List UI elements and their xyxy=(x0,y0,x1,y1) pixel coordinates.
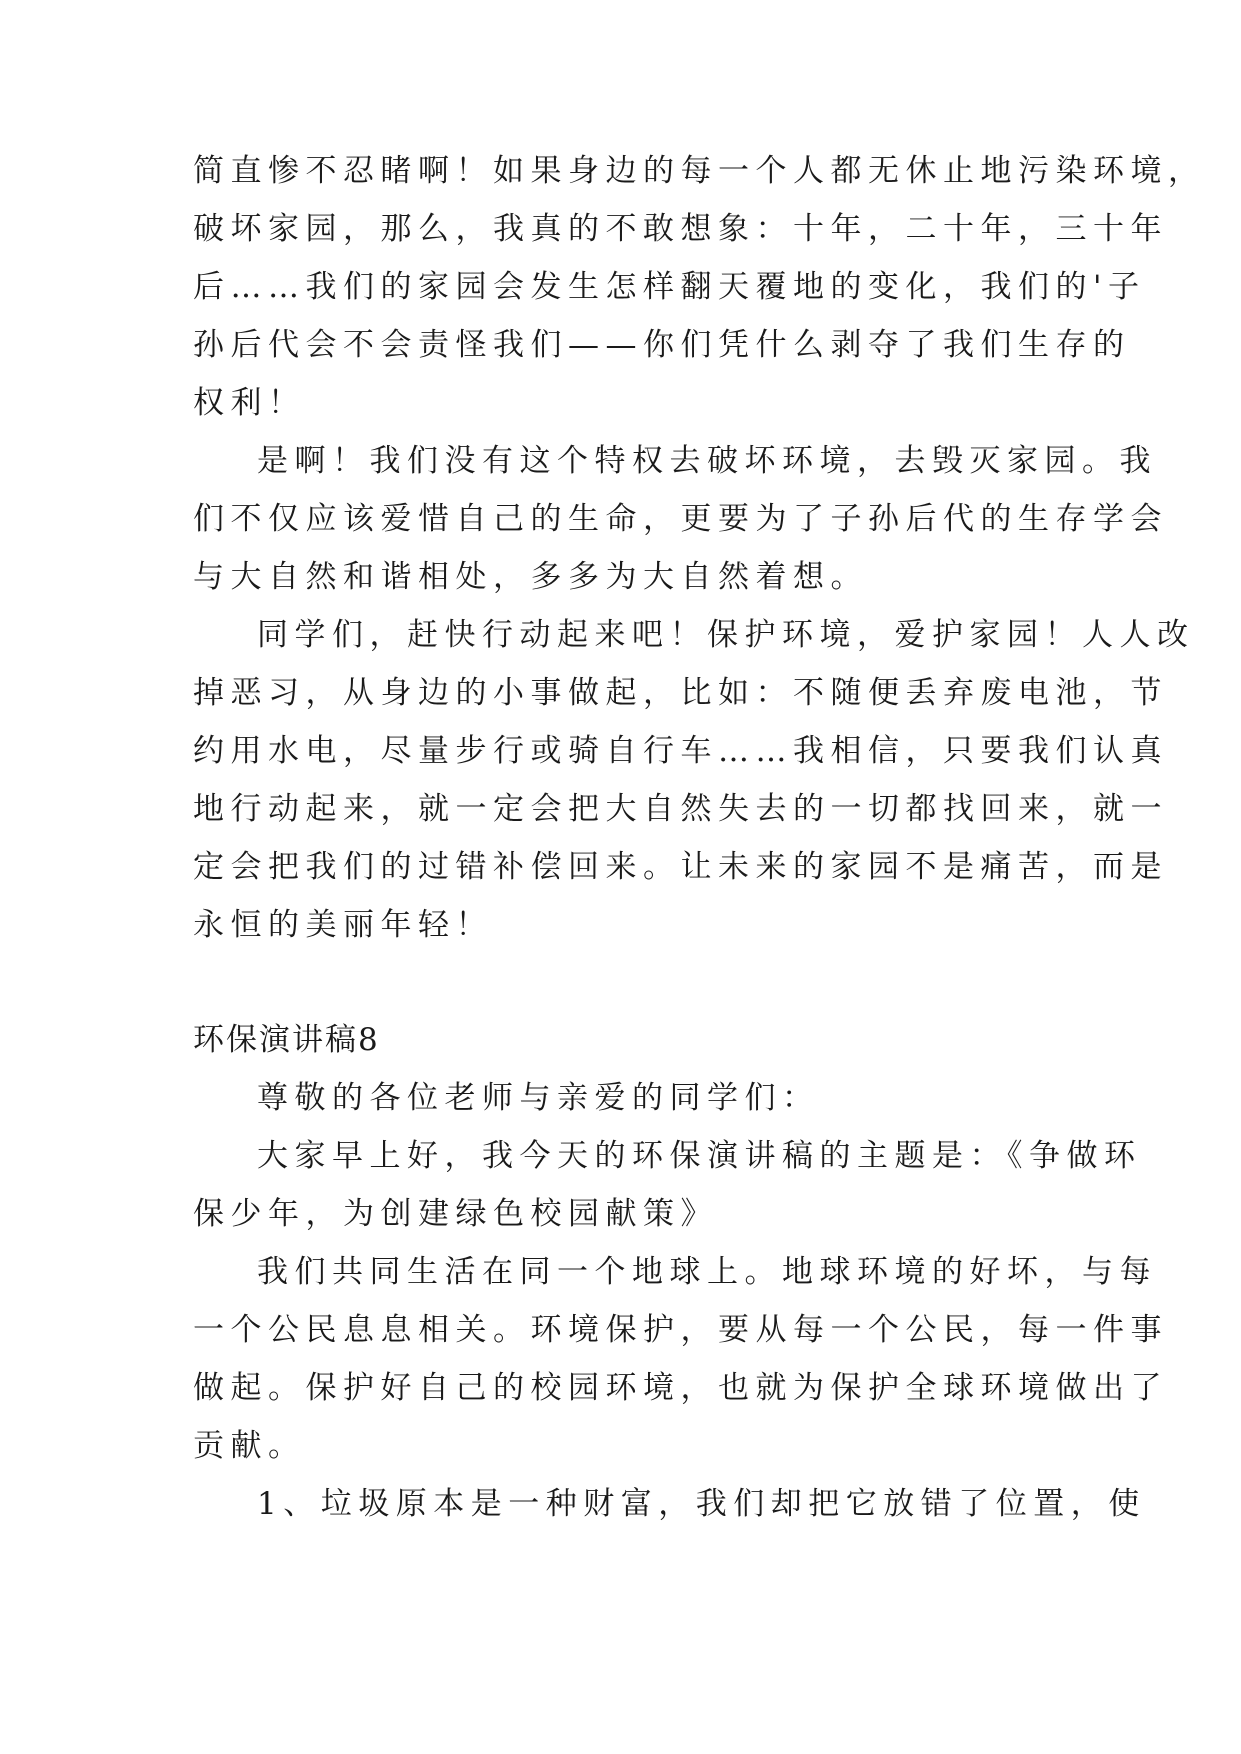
text-line: 们不仅应该爱惜自己的生命，更要为了子孙后代的生存学会 xyxy=(193,501,1168,537)
text-line: 地行动起来，就一定会把大自然失去的一切都找回来，就一 xyxy=(193,791,1168,827)
paragraph-start-line: 1、垃圾原本是一种财富，我们却把它放错了位置，使 xyxy=(257,1486,1146,1522)
text-line: 与大自然和谐相处，多多为大自然着想。 xyxy=(193,559,868,595)
text-line: 孙后代会不会责怪我们——你们凭什么剥夺了我们生存的 xyxy=(193,327,1131,363)
text-line: 做起。保护好自己的校园环境，也就为保护全球环境做出了 xyxy=(193,1370,1168,1406)
text-line: 后……我们的家园会发生怎样翻天覆地的变化，我们的'子 xyxy=(193,269,1146,305)
text-line: 破坏家园，那么，我真的不敢想象：十年，二十年，三十年 xyxy=(193,211,1168,247)
text-line: 简直惨不忍睹啊！如果身边的每一个人都无休止地污染环境， xyxy=(193,153,1206,189)
text-line: 约用水电，尽量步行或骑自行车……我相信，只要我们认真 xyxy=(193,733,1168,769)
text-line: 权利！ xyxy=(193,385,306,421)
paragraph-start-line: 大家早上好，我今天的环保演讲稿的主题是：《争做环 xyxy=(257,1138,1142,1174)
text-line: 贡献。 xyxy=(193,1428,306,1464)
section-heading: 环保演讲稿8 xyxy=(193,1022,380,1058)
text-line: 定会把我们的过错补偿回来。让未来的家园不是痛苦，而是 xyxy=(193,849,1168,885)
paragraph-start-line: 我们共同生活在同一个地球上。地球环境的好坏，与每 xyxy=(257,1254,1157,1290)
text-line: 保少年，为创建绿色校园献策》 xyxy=(193,1196,718,1232)
text-line: 一个公民息息相关。环境保护，要从每一个公民，每一件事 xyxy=(193,1312,1168,1348)
text-line: 永恒的美丽年轻！ xyxy=(193,907,493,943)
salutation-line: 尊敬的各位老师与亲爱的同学们： xyxy=(257,1080,820,1116)
paragraph-start-line: 是啊！我们没有这个特权去破坏环境，去毁灭家园。我 xyxy=(257,443,1157,479)
paragraph-start-line: 同学们，赶快行动起来吧！保护环境，爱护家园！人人改 xyxy=(257,617,1195,653)
text-line: 掉恶习，从身边的小事做起，比如：不随便丢弃废电池，节 xyxy=(193,675,1168,711)
